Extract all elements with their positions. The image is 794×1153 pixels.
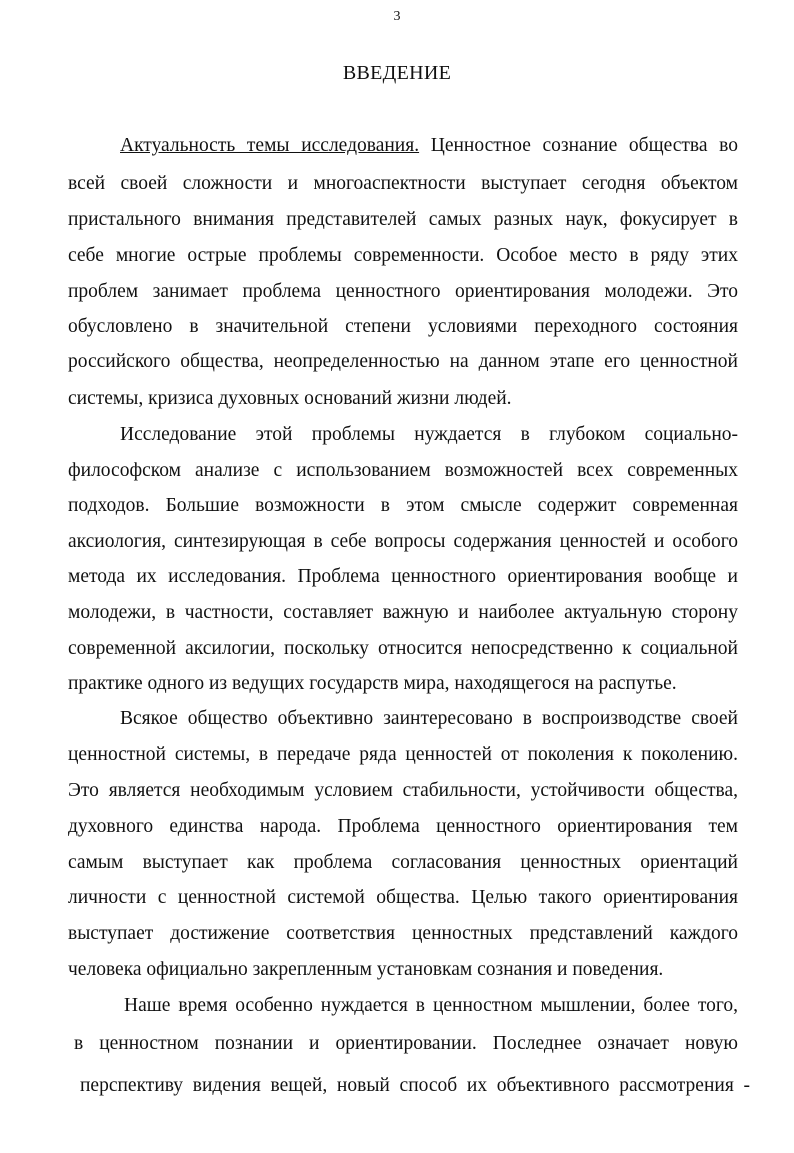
text-line: проблем занимает проблема ценностного ориентирования молодежи. Это xyxy=(68,281,738,302)
text-line: аксиология, синтезирующая в себе вопросы содержания ценностей и особого xyxy=(68,531,738,552)
text-line: духовного единства народа. Проблема ценностного ориентирования тем xyxy=(68,816,738,837)
text-line: современной аксилогии, поскольку относится непосредственно к социальной xyxy=(68,638,738,659)
text-line: подходов. Большие возможности в этом смысле содержит современная xyxy=(68,495,738,516)
text-line: российского общества, неопределенностью на данном этапе его ценностной xyxy=(68,351,738,372)
text-line: всей своей сложности и многоаспектности выступает сегодня объектом xyxy=(68,173,738,194)
text-line: себе многие острые проблемы современности. Особое место в ряду этих xyxy=(68,245,738,266)
text-line: в ценностном познании и ориентировании. Последнее означает новую xyxy=(74,1033,738,1054)
text-line: ценностной системы, в передаче ряда ценностей от поколения к поколению. xyxy=(68,744,738,765)
relevance-heading: Актуальность темы исследования. xyxy=(120,135,420,156)
text-line: философском анализе с использованием возможностей всех современных xyxy=(68,460,738,481)
text-line: пристального внимания представителей самых разных наук, фокусирует в xyxy=(68,209,738,230)
text-line: Наше время особенно нуждается в ценностном мышлении, более того, xyxy=(124,995,738,1016)
section-title: ВВЕДЕНИЕ xyxy=(342,62,452,84)
text-line: Всякое общество объективно заинтересовано в воспроизводстве своей xyxy=(120,708,738,729)
text-line: практике одного из ведущих государств мира, находящегося на распутье. xyxy=(68,673,677,694)
text-line: метода их исследования. Проблема ценностного ориентирования вообще и xyxy=(68,566,738,587)
text-line: Это является необходимым условием стабильности, устойчивости общества, xyxy=(68,780,738,801)
text-line: Исследование этой проблемы нуждается в глубоком социально- xyxy=(120,424,738,445)
text-line: личности с ценностной системой общества. Целью такого ориентирования xyxy=(68,887,738,908)
text-line: человека официально закрепленным установкам сознания и поведения. xyxy=(68,959,664,980)
text-line: системы, кризиса духовных оснований жизни людей. xyxy=(68,388,512,409)
text-line: Актуальность темы исследования. Ценностное сознание общества во xyxy=(120,135,739,156)
text-line: молодежи, в частности, составляет важную и наиболее актуальную сторону xyxy=(68,602,738,623)
text-line: самым выступает как проблема согласования ценностных ориентаций xyxy=(68,852,738,873)
page-number: 3 xyxy=(393,9,401,24)
text-line: обусловлено в значительной степени условиями переходного состояния xyxy=(68,316,738,337)
text-line: выступает достижение соответствия ценностных представлений каждого xyxy=(68,923,738,944)
text-line: перспективу видения вещей, новый способ их объективного рассмотрения - xyxy=(80,1075,750,1096)
